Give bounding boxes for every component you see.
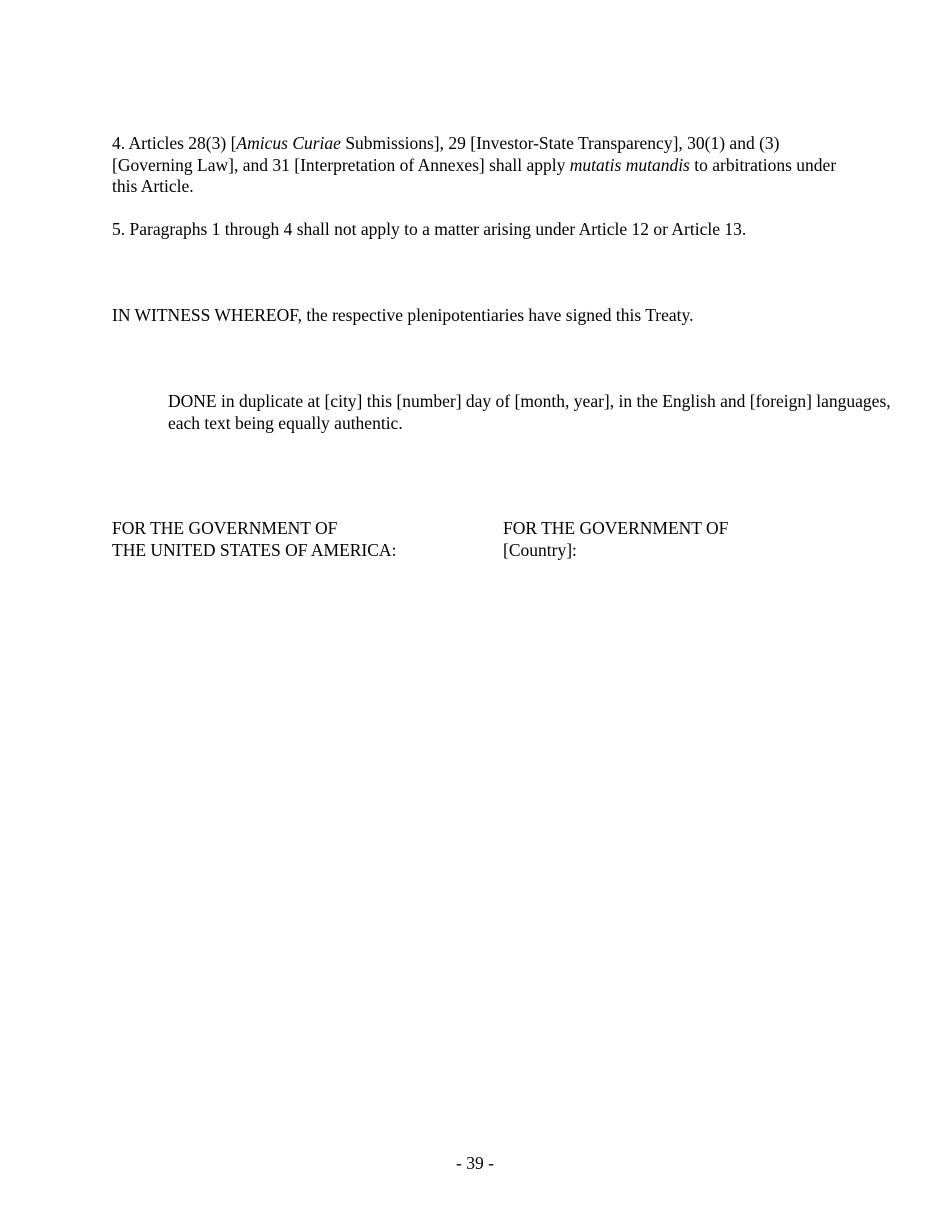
done-clause: DONE in duplicate at [city] this [number] day of [month, year], in the English and [foreign] languages, each text being equally authentic. xyxy=(168,391,891,433)
signature-block-other-country xyxy=(503,518,863,561)
signature-us-line-1: FOR THE GOVERNMENT OF xyxy=(112,518,338,538)
amicus-curiae-term: Amicus Curiae xyxy=(236,133,341,153)
signature-block-united-states xyxy=(112,518,492,561)
paragraph-5: 5. Paragraphs 1 through 4 shall not apply to a matter arising under Article 12 or Article 13. xyxy=(112,219,747,239)
signature-other-line-2: [Country]: xyxy=(503,539,577,560)
signature-us-line-2: THE UNITED STATES OF AMERICA: xyxy=(112,539,397,560)
paragraph-4-text-2: Submissions], 29 [Investor-State Transparency], 30(1) and (3) [Governing Law], and 31 [Interpretation of Annexes] shall apply xyxy=(112,133,780,175)
page-number: - 39 - xyxy=(456,1153,494,1173)
signature-other-line-1: FOR THE GOVERNMENT OF xyxy=(503,518,729,538)
mutatis-mutandis-term: mutatis mutandis xyxy=(569,154,690,175)
paragraph-4-text-3: to arbitrations under this Article. xyxy=(112,154,837,196)
witness-clause: IN WITNESS WHEREOF, the respective plenipotentiaries have signed this Treaty. xyxy=(112,305,694,325)
paragraph-4-text-1: 4. Articles 28(3) [ xyxy=(112,133,237,153)
paragraph-4 xyxy=(112,133,852,198)
